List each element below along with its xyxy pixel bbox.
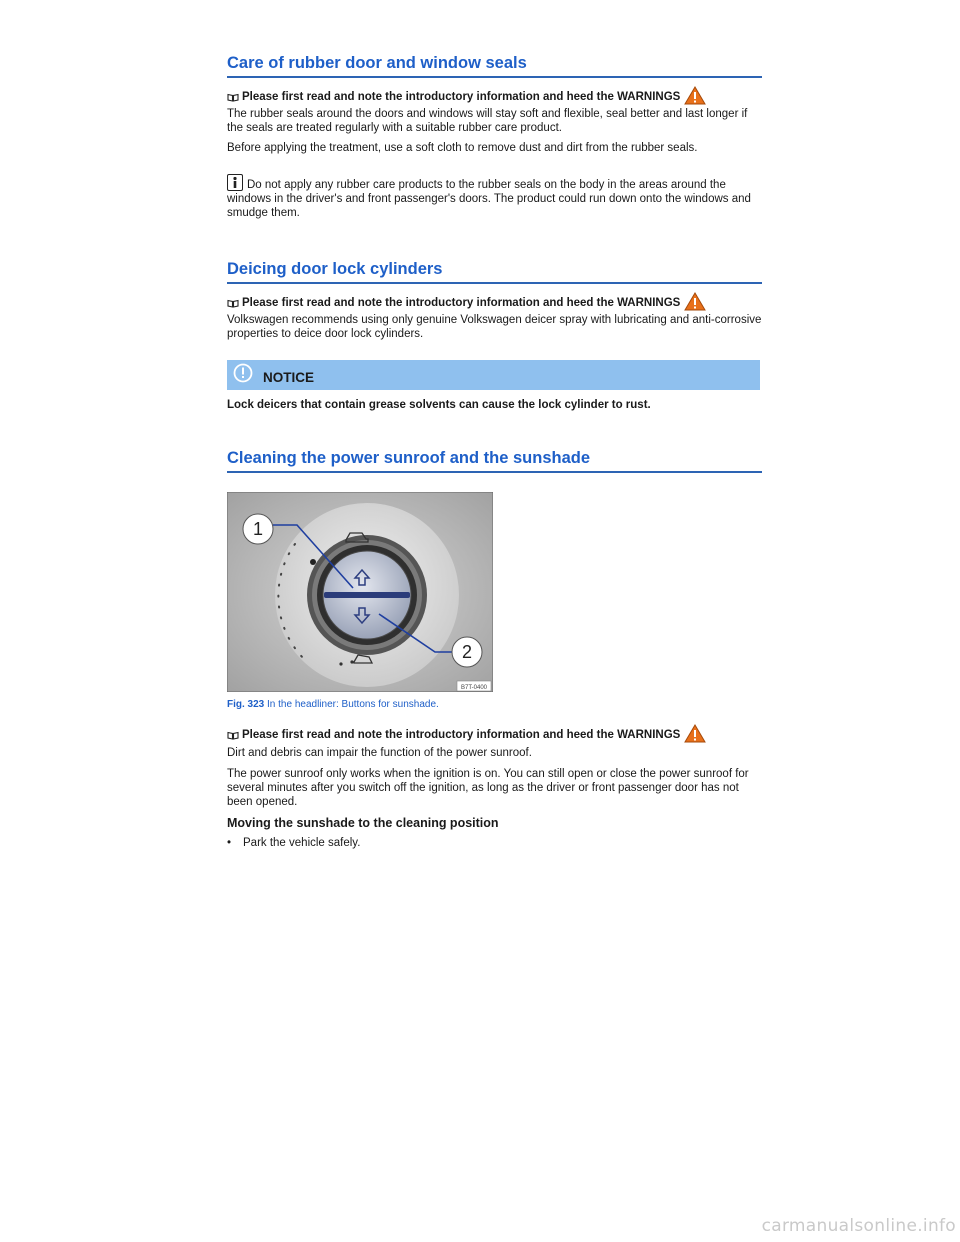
- notice-text: Lock deicers that contain grease solvents can cause the lock cylinder to rust.: [227, 399, 651, 411]
- section-title-deicing: Deicing door lock cylinders: [227, 260, 762, 284]
- figure-caption-text: In the headliner: Buttons for sunshade.: [267, 699, 439, 710]
- subheading-cleaning-position: Moving the sunshade to the cleaning position: [227, 816, 499, 830]
- callout-2: 2: [461, 642, 473, 662]
- notice-label: NOTICE: [263, 369, 315, 385]
- figure-code: B7T-0400: [460, 685, 488, 691]
- read-first-line: [227, 86, 706, 108]
- figure-caption: [227, 699, 439, 710]
- book-icon: [227, 299, 239, 308]
- sunroof-paragraph-1: Dirt and debris can impair the function of the power sunroof.: [227, 747, 532, 759]
- read-first-line: [227, 724, 706, 746]
- figure-caption-number: Fig. 323: [227, 699, 265, 710]
- book-icon: [227, 93, 239, 102]
- warning-triangle-icon: [684, 292, 706, 314]
- bullet-icon: •: [227, 837, 232, 849]
- section-title-seals: Care of rubber door and window seals: [227, 54, 762, 78]
- seals-paragraph-1: The rubber seals around the doors and windows will stay soft and flexible, seal better and last longer if the seals are treated regularly with a suitable rubber care product.: [227, 108, 748, 134]
- seals-paragraph-2: Before applying the treatment, use a soft cloth to remove dust and dirt from the rubber seals.: [227, 142, 698, 154]
- read-first-text: Please first read and note the introductory information and heed the WARNINGS: [242, 297, 681, 309]
- sunroof-paragraph-2: The power sunroof only works when the ignition is on. You can still open or close the power sunroof for several minutes after you switch off the ignition, as long as the driver or front passenger door has not been opened.: [227, 768, 749, 808]
- sunshade-buttons-figure: [227, 492, 493, 692]
- list-item: [227, 837, 360, 849]
- read-first-text: Please first read and note the introductory information and heed the WARNINGS: [242, 729, 681, 741]
- read-first-line: [227, 292, 706, 314]
- warning-triangle-icon: [684, 86, 706, 108]
- note-block: [227, 174, 762, 220]
- notice-banner: [227, 360, 760, 390]
- section-title-sunroof: Cleaning the power sunroof and the sunshade: [227, 449, 762, 473]
- exclamation-circle-icon: [233, 363, 253, 388]
- deicing-paragraph-1: Volkswagen recommends using only genuine Volkswagen deicer spray with lubricating and anti-corrosive properties to deice door lock cylinders.: [227, 314, 762, 340]
- list-item-text: Park the vehicle safely.: [243, 837, 361, 849]
- callout-1: 1: [252, 519, 264, 539]
- warning-triangle-icon: [684, 724, 706, 746]
- book-icon: [227, 731, 239, 740]
- watermark: carmanualsonline.info: [761, 1216, 956, 1236]
- read-first-text: Please first read and note the introductory information and heed the WARNINGS: [242, 91, 681, 103]
- note-text: Do not apply any rubber care products to the rubber seals on the body in the areas around the windows in the driver's and front passenger's doors. The product could run down onto the windows and smudge them.: [227, 179, 751, 219]
- info-note-icon: [227, 174, 243, 191]
- sunshade-illustration: [227, 492, 493, 692]
